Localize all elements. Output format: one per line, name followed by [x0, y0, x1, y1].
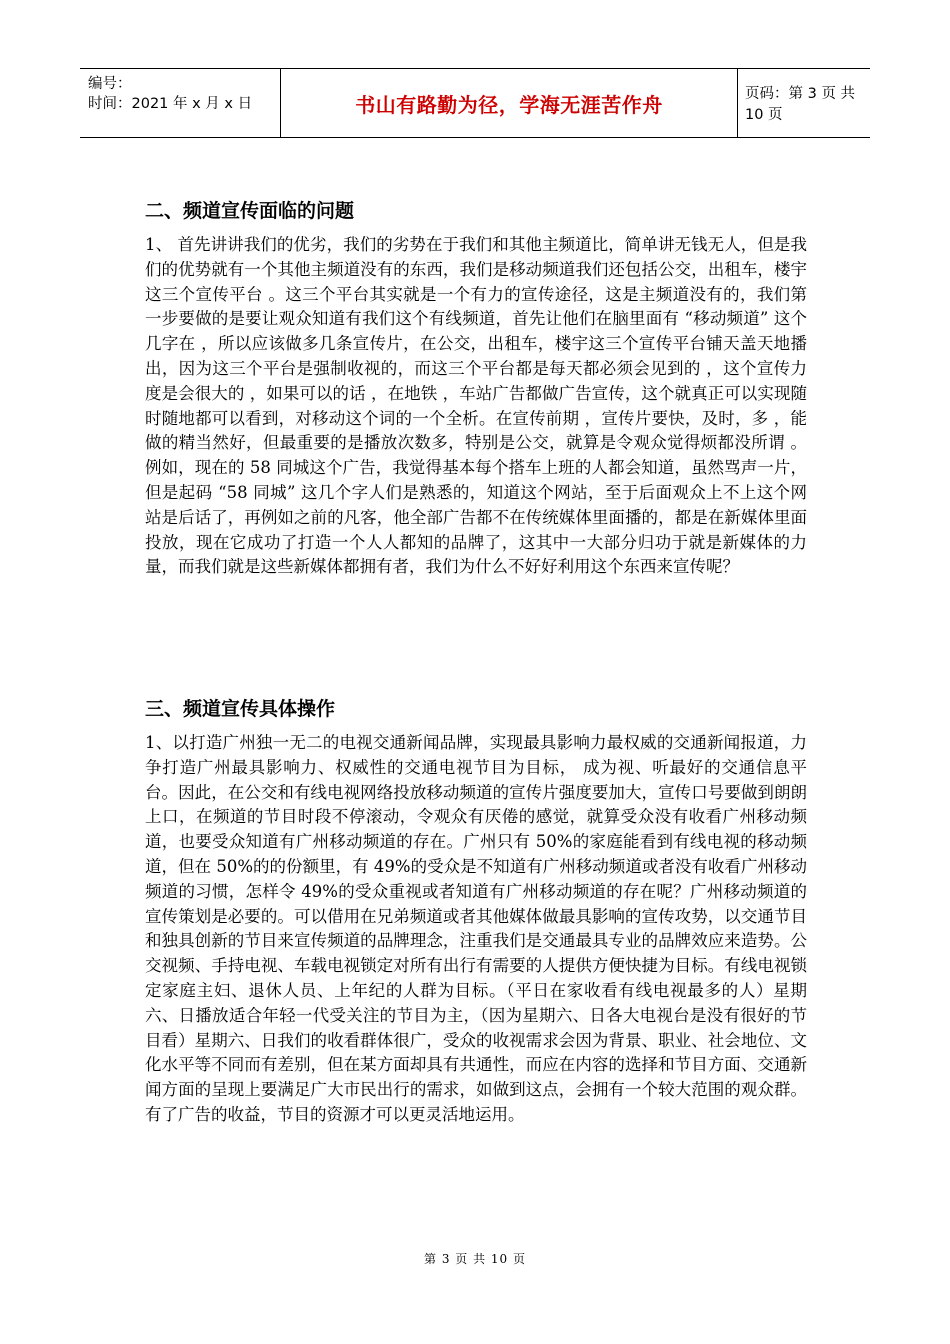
header-page-info: 页码：第 3 页 共 10 页	[745, 86, 856, 123]
document-number-label: 编号：	[88, 76, 132, 92]
header-motto: 书山有路勤为径，学海无涯苦作舟	[355, 92, 663, 117]
section-title-problems: 二、频道宣传面临的问题	[145, 200, 355, 222]
document-date: 时间：2021 年 x 月 x 日	[88, 96, 253, 112]
header-meta-cell	[80, 69, 280, 137]
header-motto-cell	[280, 69, 738, 137]
section-title-operations: 三、频道宣传具体操作	[145, 698, 336, 720]
section-paragraph-operations: 1、以打造广州独一无二的电视交通新闻品牌，实现最具影响力最权威的交通新闻报道，力争打造广州最具影响力、权威性的交通电视节目为目标， 成为视、听最好的交通信息平台。因此，在公交和有线电视网络投放移动频道的宣传片强度要加大，宣传口号要做到朗朗上口，在频道的节目时段不停滚动，令观众有厌倦的感觉，就算受众没有收看广州移动频道，也要受众知道有广州移动频道的存在。广州只有 50%的家庭能看到有线电视的移动频道，但在 50%的的份额里，有 49%的受众是不知道有广州移动频道或者没有收看广州移动频道的习惯，怎样令 49%的受众重视或者知道有广州移动频道的存在呢？广州移动频道的宣传策划是必要的。可以借用在兄弟频道或者其他媒体做最具影响的宣传攻势，以交通节目和独具创新的节目来宣传频道的品牌理念，注重我们是交通最具专业的品牌效应来造势。公交视频、手持电视、车载电视锁定对所有出行有需要的人提供方便快捷为目标。有线电视锁定家庭主妇、退休人员、上年纪的人群为目标。（平日在家收看有线电视最多的人）星期六、日播放适合年轻一代受关注的节目为主，（因为星期六、日各大电视台是没有很好的节目看）星期六、日我们的收看群体很广，受众的收视需求会因为背景、职业、社会地位、文化水平等不同而有差别，但在某方面却具有共通性，而应在内容的选择和节目方面、交通新闻方面的呈现上要满足广大市民出行的需求，如做到这点，会拥有一个较大范围的观众群。有了广告的收益，节目的资源才可以更灵活地运用。	[145, 733, 807, 1124]
section-paragraph-problems: 1、 首先讲讲我们的优劣，我们的劣势在于我们和其他主频道比，简单讲无钱无人，但是我们的优势就有一个其他主频道没有的东西，我们是移动频道我们还包括公交，出租车，楼宇这三个宣传平台 。这三个平台其实就是一个有力的宣传途径，这是主频道没有的，我们第一步要做的是要让观众知道有我们这个有线频道，首先让他们在脑里面有 “移动频道” 这个几字在 ，所以应该做多几条宣传片，在公交，出租车，楼宇这三个宣传平台铺天盖天地播出，因为这三个平台是强制收视的，而这三个平台都是每天都必须会见到的 ，这个宣传力度是会很大的 ，如果可以的话 ，在地铁 ，车站广告都做广告宣传，这个就真正可以实现随时随地都可以看到，对移动这个词的一个全析。在宣传前期 ，宣传片要快，及时，多 ，能做的精当然好，但最重要的是播放次数多，特别是公交，就算是令观众觉得烦都没所谓 。例如，现在的 58 同城这个广告，我觉得基本每个搭车上班的人都会知道，虽然骂声一片，但是起码 “58 同城” 这几个字人们是熟悉的，知道这个网站，至于后面观众上不上这个网站是后话了，再例如之前的凡客，他全部广告都不在传统媒体里面播的，都是在新媒体里面投放，现在它成功了打造一个人人都知的品牌了，这其中一大部分归功于就是新媒体的力量，而我们就是这些新媒体都拥有者，我们为什么不好好利用这个东西来宣传呢？	[145, 235, 807, 577]
header-page-cell	[737, 69, 870, 137]
page-footer: 第 3 页 共 10 页	[424, 1252, 526, 1266]
document-header	[80, 68, 870, 138]
